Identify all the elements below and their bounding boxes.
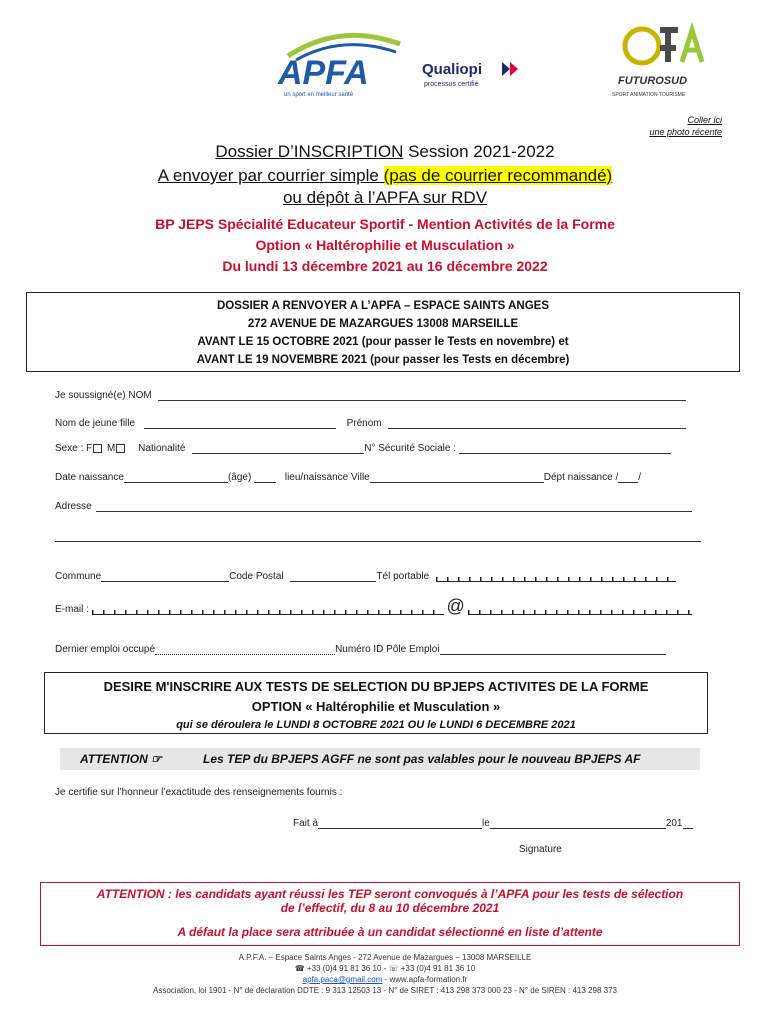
apfa-logo xyxy=(270,26,410,100)
dossier-address-box xyxy=(26,292,740,372)
field-adresse-line2[interactable] xyxy=(55,541,701,542)
field-commune[interactable] xyxy=(101,571,229,582)
row-adresse xyxy=(55,501,692,512)
page-title xyxy=(0,142,770,162)
field-dept[interactable] xyxy=(618,472,638,483)
warning-line1: ATTENTION : les candidats ayant réussi les TEP seront convoqués à l’APFA pour les tests de sélection xyxy=(96,887,684,901)
label-sexe: Sexe : F xyxy=(55,443,93,454)
label-commune: Commune xyxy=(55,571,102,582)
footer-address: A.P.F.A. – Espace Saints Anges - 272 Avenue de Mazargues – 13008 MARSEILLE xyxy=(238,953,532,962)
svg-text:SPORT ANIMATION TOURISME: SPORT ANIMATION TOURISME xyxy=(612,92,686,98)
label-lieu: lieu/naissance Ville xyxy=(284,472,370,483)
row-sexe xyxy=(55,443,671,454)
field-year[interactable] xyxy=(683,818,693,829)
label-m: M xyxy=(107,443,116,454)
box1-line4: AVANT LE 19 NOVEMBRE 2021 (pour passer les Tests en décembre) xyxy=(196,354,570,366)
title-dossier: Dossier D’INSCRIPTION xyxy=(215,142,404,161)
field-emploi[interactable] xyxy=(155,644,335,655)
field-prenom[interactable] xyxy=(388,418,686,429)
label-dept-end: / xyxy=(638,472,642,483)
label-pole-emploi: Numéro ID Pôle Emploi xyxy=(335,644,440,655)
field-email-domain[interactable] xyxy=(468,606,692,615)
box1-line2: 272 AVENUE DE MAZARGUES 13008 MARSEILLE xyxy=(247,318,519,330)
subtitle-envoi-a: A envoyer par courrier simple xyxy=(157,166,384,185)
svg-text:processus certifié: processus certifié xyxy=(424,81,479,88)
signature-label: Signature xyxy=(519,844,562,855)
warning-line3: A défaut la place sera attribuée à un candidat sélectionné en liste d’attente xyxy=(177,925,603,939)
label-nom: Je soussigné(e) NOM xyxy=(55,390,152,401)
footer-email-link[interactable]: apfa.paca@gmail.com xyxy=(302,975,383,984)
svg-text:APFA: APFA xyxy=(278,54,369,92)
label-nationalite: Nationalité xyxy=(138,443,186,454)
label-prenom: Prénom xyxy=(346,418,382,429)
field-nom[interactable] xyxy=(158,390,686,401)
field-fait[interactable] xyxy=(318,818,482,829)
svg-text:Qualiopi: Qualiopi xyxy=(422,61,482,78)
field-nationalite[interactable] xyxy=(192,443,364,454)
field-email-user[interactable] xyxy=(92,606,444,615)
row-emploi xyxy=(55,644,666,655)
label-date-naissance: Date naissance xyxy=(55,472,124,483)
red-title-option: Option « Haltérophilie et Musculation » xyxy=(255,237,515,253)
field-age[interactable] xyxy=(254,472,276,483)
label-age: (âge) xyxy=(227,472,252,483)
label-secu: N° Sécurité Sociale : xyxy=(364,443,457,454)
attention-text: Les TEP du BPJEPS AGFF ne sont pas valables pour le nouveau BPJEPS AF xyxy=(203,752,641,766)
footer-contact xyxy=(0,975,770,985)
photo-note-line1: Coller ici xyxy=(687,115,722,125)
certify-text: Je certifie sur l’honneur l’exactitude des renseignements fournis : xyxy=(55,787,343,798)
subtitle-depot: ou dépôt à l’APFA sur RDV xyxy=(282,188,488,207)
label-year: 201 xyxy=(665,818,683,829)
label-tel: Tél portable xyxy=(376,571,430,582)
photo-note xyxy=(600,114,722,138)
pointing-hand-icon: ☞ xyxy=(151,752,162,766)
checkbox-f[interactable] xyxy=(93,444,102,453)
field-lieu[interactable] xyxy=(370,472,544,483)
qualiopi-logo xyxy=(420,56,530,90)
warning-line2: de l’effectif, du 8 au 10 décembre 2021 xyxy=(280,901,500,915)
attention-label xyxy=(80,748,162,770)
apfa-logo-icon xyxy=(270,26,410,100)
field-code-postal[interactable] xyxy=(290,571,376,582)
red-title-dates: Du lundi 13 décembre 2021 au 16 décembre 2022 xyxy=(222,258,548,274)
footer-phone: ☎ +33 (0)4 91 81 36 10 - ☏ +33 (0)4 91 81 36 10 xyxy=(294,964,476,973)
title-session: Session 2021-2022 xyxy=(403,142,555,161)
futurosud-logo xyxy=(610,22,720,102)
field-jeune-fille[interactable] xyxy=(144,418,336,429)
futurosud-logo-icon xyxy=(610,22,720,102)
label-dept: Dépt naissance / xyxy=(543,472,619,483)
field-secu[interactable] xyxy=(459,443,671,454)
footer-legal: Association, loi 1901 - N° de déclaration DDTE : 9 313 12503 13 - N° de SIRET : 413 298 373 000 23 - N° de SIREN : 413 298 373 xyxy=(153,986,617,995)
qualiopi-logo-icon xyxy=(420,56,530,90)
row-jeune-fille xyxy=(55,418,686,429)
field-date-naissance[interactable] xyxy=(124,472,228,483)
row-naissance xyxy=(55,472,641,483)
label-email: E-mail : xyxy=(55,604,89,615)
subtitle-envoi-highlight: (pas de courrier recommandé) xyxy=(383,166,613,185)
field-pole-emploi[interactable] xyxy=(440,644,666,655)
field-adresse[interactable] xyxy=(96,501,692,512)
red-title-bpjeps: BP JEPS Spécialité Educateur Sportif - Mention Activités de la Forme xyxy=(155,216,615,232)
label-adresse: Adresse xyxy=(55,501,92,512)
row-commune xyxy=(55,571,676,582)
label-jeune-fille: Nom de jeune fille xyxy=(55,418,136,429)
label-fait: Fait à xyxy=(293,818,319,829)
email-at-sign: @ xyxy=(446,596,465,616)
attention-bar xyxy=(60,748,700,770)
checkbox-m[interactable] xyxy=(116,444,125,453)
attention-label-text: ATTENTION xyxy=(80,752,148,766)
box2-line1: DESIRE M'INSCRIRE AUX TESTS DE SELECTION DU BPJEPS ACTIVITES DE LA FORME xyxy=(103,679,649,694)
label-code-postal: Code Postal xyxy=(229,571,284,582)
label-emploi: Dernier emploi occupé xyxy=(55,644,156,655)
photo-note-line2: une photo récente xyxy=(649,127,722,137)
inscription-box xyxy=(44,672,708,734)
svg-text:un sport en meilleur santé: un sport en meilleur santé xyxy=(284,92,354,98)
row-fait xyxy=(293,818,693,829)
box1-line1: DOSSIER A RENVOYER A L’APFA – ESPACE SAINTS ANGES xyxy=(216,300,550,312)
label-le: le xyxy=(482,818,490,829)
svg-text:FUTUROSUD: FUTUROSUD xyxy=(618,75,688,87)
box2-line2: OPTION « Haltérophilie et Musculation » xyxy=(251,699,501,714)
box2-line3: qui se déroulera le LUNDI 8 OCTOBRE 2021 OU le LUNDI 6 DECEMBRE 2021 xyxy=(176,719,576,731)
row-nom xyxy=(55,390,686,401)
field-tel[interactable] xyxy=(436,573,676,582)
row-email xyxy=(55,596,692,616)
warning-box xyxy=(40,882,740,946)
subtitle-envoi xyxy=(0,166,770,186)
field-date[interactable] xyxy=(490,818,666,829)
footer-website: - www.apfa-formation.fr xyxy=(382,975,468,984)
box1-line3: AVANT LE 15 OCTOBRE 2021 (pour passer le Tests en novembre) et xyxy=(197,336,569,348)
